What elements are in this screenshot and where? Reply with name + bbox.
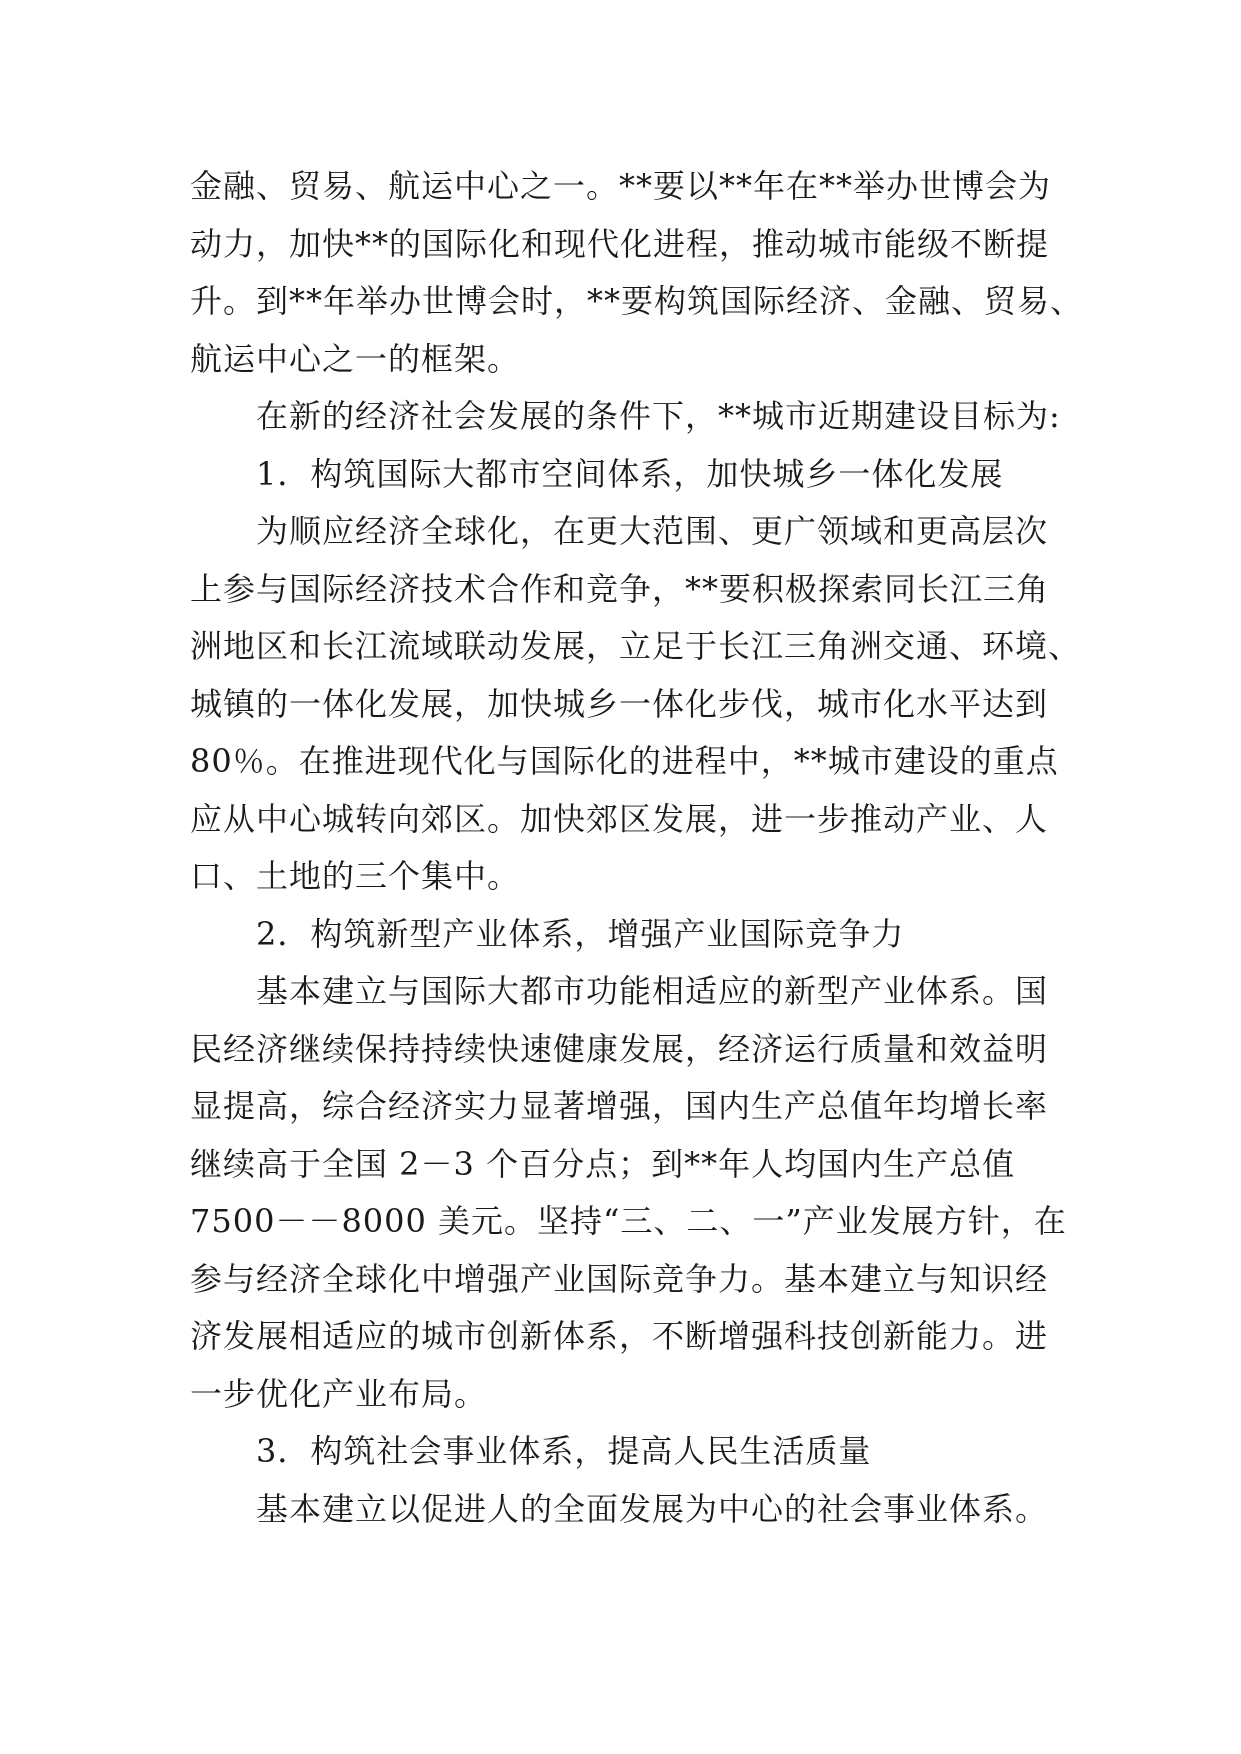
section-heading-2: 2．构筑新型产业体系，增强产业国际竞争力 (256, 914, 905, 953)
text-line: 济发展相适应的城市创新体系，不断增强科技创新能力。进 (190, 1317, 1049, 1355)
section-heading-1: 1．构筑国际大都市空间体系，加快城乡一体化发展 (256, 454, 1004, 493)
text-line: 金融、贸易、航运中心之一。**要以**年在**举办世博会为 (190, 167, 1052, 205)
text-line: 应从中心城转向郊区。加快郊区发展，进一步推动产业、人 (190, 799, 1049, 838)
paragraph-first-line: 在新的经济社会发展的条件下，**城市近期建设目标为: (256, 397, 1061, 435)
text-line: 参与经济全球化中增强产业国际竞争力。基本建立与知识经 (190, 1259, 1049, 1298)
text-line: 7500－－8000 美元。坚持“三、二、一”产业发展方针，在 (190, 1202, 1067, 1240)
text-line: 城镇的一体化发展，加快城乡一体化步伐，城市化水平达到 (190, 684, 1049, 723)
section-heading-3: 3．构筑社会事业体系，提高人民生活质量 (256, 1432, 872, 1470)
paragraph-first-line: 基本建立以促进人的全面发展为中心的社会事业体系。 (256, 1489, 1049, 1528)
text-line: 航运中心之一的框架。 (190, 339, 521, 378)
document-body (190, 158, 1084, 1538)
text-line: 民经济继续保持持续快速健康发展，经济运行质量和效益明 (190, 1029, 1049, 1068)
text-line: 显提高，综合经济实力显著增强，国内生产总值年均增长率 (190, 1087, 1049, 1125)
text-line: 一步优化产业布局。 (190, 1374, 488, 1413)
text-line: 继续高于全国 2－3 个百分点；到**年人均国内生产总值 (190, 1144, 1016, 1183)
text-line: 口、土地的三个集中。 (190, 857, 521, 895)
text-line: 80％。在推进现代化与国际化的进程中，**城市建设的重点 (190, 742, 1059, 780)
paragraph-first-line: 基本建立与国际大都市功能相适应的新型产业体系。国 (256, 972, 1049, 1010)
paragraph-first-line: 为顺应经济全球化，在更大范围、更广领域和更高层次 (256, 512, 1049, 550)
text-line: 洲地区和长江流域联动发展，立足于长江三角洲交通、环境、 (190, 627, 1082, 665)
text-line: 升。到**年举办世博会时，**要构筑国际经济、金融、贸易、 (190, 282, 1084, 320)
text-line: 上参与国际经济技术合作和竞争，**要积极探索同长江三角 (190, 569, 1050, 608)
text-line: 动力，加快**的国际化和现代化进程，推动城市能级不断提 (190, 224, 1050, 263)
